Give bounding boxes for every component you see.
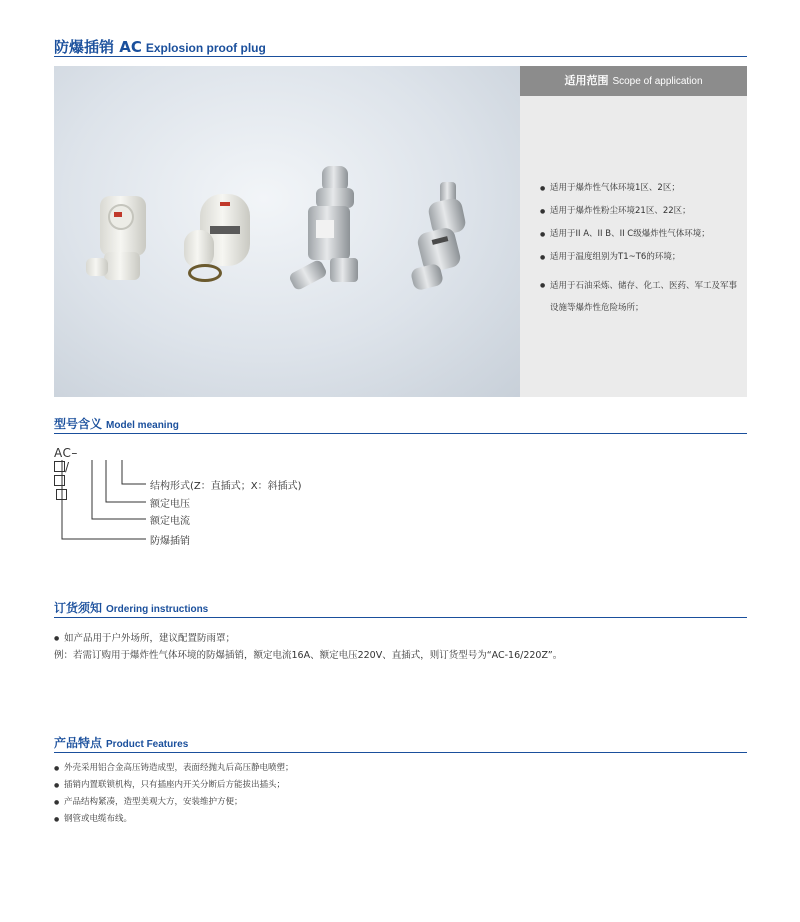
model-label-current: 额定电流 xyxy=(150,516,190,527)
scope-item: ● 适用于石油采炼、储存、化工、医药、军工及军事设施等爆炸性危险场所； xyxy=(540,275,740,319)
scope-title xyxy=(520,66,747,96)
features-title-zh: 产品特点 xyxy=(54,736,103,750)
plug-image-4 xyxy=(404,178,484,298)
plug-image-2 xyxy=(180,190,260,290)
scope-item: ● 适用于II A、II B、II C级爆炸性气体环境； xyxy=(540,229,740,240)
model-meaning-heading xyxy=(54,413,747,434)
ordering-heading xyxy=(54,597,747,618)
scope-item: ● 适用于爆炸性粉尘环境21区、22区； xyxy=(540,206,740,217)
model-label-structure: 结构形式(Z：直插式；X：斜插式) xyxy=(150,481,302,492)
page-title-zh: 防爆插销 AC xyxy=(54,38,142,56)
scope-title-en: Scope of application xyxy=(612,76,703,87)
model-code-prefix: AC– xyxy=(54,446,78,460)
ordering-item: ● 如产品用于户外场所，建议配置防雨罩； xyxy=(54,630,562,647)
model-meaning-title-zh: 型号含义 xyxy=(54,417,103,431)
model-code-sep: / xyxy=(65,460,70,474)
scope-item: ● 适用于温度组别为T1~T6的环境； xyxy=(540,252,740,263)
feature-item: ● 钢管或电缆布线。 xyxy=(54,811,294,828)
scope-panel xyxy=(520,66,747,397)
features-heading xyxy=(54,732,747,753)
features-list xyxy=(54,760,294,828)
features-title-en: Product Features xyxy=(106,739,189,750)
page-title-bar xyxy=(54,36,747,57)
scope-list xyxy=(540,183,740,331)
feature-item: ● 外壳采用铝合金高压铸造成型，表面经抛丸后高压静电喷塑； xyxy=(54,760,294,777)
scope-title-zh: 适用范围 xyxy=(564,74,609,87)
ordering-list xyxy=(54,630,562,664)
model-meaning-title-en: Model meaning xyxy=(106,420,179,431)
ordering-example: 例：若需订购用于爆炸性气体环境的防爆插销，额定电流16A、额定电压220V、直插式，则订货型号为“AC-16/220Z”。 xyxy=(54,650,563,661)
feature-item: ● 产品结构紧凑，造型美观大方，安装维护方便； xyxy=(54,794,294,811)
product-photo xyxy=(54,66,520,397)
scope-item: ● 适用于爆炸性气体环境1区、2区； xyxy=(540,183,740,194)
feature-item: ● 插销内置联锁机构，只有插座内开关分断后方能拔出插头； xyxy=(54,777,294,794)
ordering-title-zh: 订货须知 xyxy=(54,601,103,615)
page-title-en: Explosion proof plug xyxy=(145,41,266,55)
plug-image-1 xyxy=(86,190,156,290)
ordering-title-en: Ordering instructions xyxy=(106,604,209,615)
model-label-voltage: 额定电压 xyxy=(150,499,190,510)
model-label-product: 防爆插销 xyxy=(150,536,190,547)
plug-image-3 xyxy=(286,162,372,302)
